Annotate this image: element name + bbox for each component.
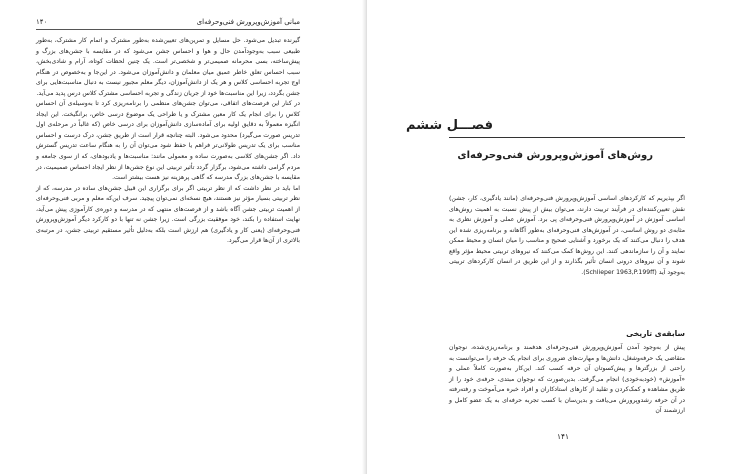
- running-title: مبانی آموزش‌وپرورش فنی‌وحرفه‌ای: [196, 18, 300, 26]
- intro-paragraph: اگر بپذیریم که کارکردهای اساسی آموزش‌وپرورش فنی‌وحرفه‌ای (مانند یادگیری، کار، جشن) نقش تعیین‌کننده‌ای در فرآیند تربیت دارند، می‌توان بیش از پیش نسبت به اهمیت روش‌های اساسی آموزش در آموزش‌وپرورش فنی‌وحرفه‌ای پی برد. آموزش عملی و آموزش نظری به مثابه‌ی دو روش اساسی، در آموزش‌های فنی‌وحرفه‌ای به‌طور آگاهانه و برنامه‌ریزی شده این هدف را دنبال می‌کنند که یک برخورد و آشنایی صحیح و مناسب را میان انسان و محیط ممکن نمایند و آن را سازماندهی کنند. این روش‌ها کمک می‌کنند که نیروهای تربیتی محیط مؤثر واقع شوند و آن نیروهای درونی انسان تأثیر بگذارند و از این طریق در انسان کارکردهای تربیتی به‌وجود آید (Schlieper 1963,P.199ff).: [449, 195, 685, 276]
- chapter-label: فصـــل ششم: [406, 118, 493, 133]
- right-page: [367, 0, 733, 474]
- left-body-text: [36, 36, 300, 247]
- section-body: [449, 343, 685, 417]
- left-paragraph: گیرنده تبدیل می‌شود. حل مسایل و تمرین‌های تعیین‌شده به‌طور مشترک و اتمام کار مشترک، به‌طور طبیعی سبب به‌وجودآمدن حال و هوا و احساس جشن می‌شود که در مقایسه با جشن‌های بزرگ و پیش‌ساخته، بسی محرمانه صمیمی‌تر و شخصی‌تر است. یک چنین لحظات کوتاه، آرام و شادی‌بخش، سبب احساس تعلق خاطر عمیق میان معلمان و دانش‌آموزان می‌شود. در این‌جا و به‌خصوص در هنگام اوج تجربه احساسی کلاس و هر یک از دانش‌آموزان، دیگر معلم مجبور نیست به دنبال مناسبت‌هایی برای جشن بگردد، زیرا این مناسبت‌ها خود از جریان زندگی و تجربه احساسی مشترک کلاس درس پدید می‌آید.: [36, 37, 300, 97]
- page-number-right: ۱۴۱: [557, 432, 570, 441]
- chapter-title: روش‌های آموزش‌وپرورش فنی‌وحرفه‌ای: [457, 150, 653, 161]
- chapter-intro: [449, 194, 685, 278]
- left-paragraph: اما باید در نظر داشت که از نظر تربیتی اگر برای برگزاری این قبیل جشن‌های ساده در مدرسه، که از نظر تربیتی بسیار مؤثر نیز هستند، هیچ نسخه‌ای نمی‌توان پیچید. سرف این‌که معلم و مربی فنی‌وحرفه‌ای از اهمیت تربیتی جشن آگاه باشد و از فرصت‌های منتهی که در مدرسه و دوره‌ی کارآموزی پیش می‌آید، نهایت استفاده را بکند، خود موفقیت بزرگی است. زیرا جشن نه تنها با دو کارکرد دیگر آموزش‌وپرورش فنی‌وحرفه‌ای (یعنی کار و یادگیری) هم ارزش است بلکه به‌دلیل تأثیر مستقیم تربیتی جشن، در مرتبه‌ی بالاتری از آن‌ها قرار می‌گیرد.: [36, 184, 300, 245]
- page-number-left: ۱۴۰: [36, 18, 48, 26]
- section-paragraph: پیش از به‌وجود آمدن آموزش‌وپرورش فنی‌وحرفه‌ای هدفمند و برنامه‌ریزی‌شده، نوجوان متقاضی یک حرفه‌وشغل، دانش‌ها و مهارت‌های ضروری برای انجام یک حرفه را می‌توانست به راحتی از بزرگترها و پیش‌کسوتان آن حرفه کسب کند. این‌کار به‌صورت کاملاً عملی و «آموزش» (خودبه‌خودی) انجام می‌گرفت. بدین‌صورت که نوجوان مبتدی، حرفه‌ی خود را از طریق مشاهده و کمک‌کردن و تقلید از کارهای استادکاران و افراد خبره می‌آموخت و رفته‌رفته در آن حرفه رشدوپرورش می‌یافت و بدین‌سان با کسب تجربه حرفه‌ای به یک عضو کامل و ارزشمند آن: [449, 344, 685, 415]
- header-rule: [36, 29, 300, 30]
- running-header: [36, 16, 300, 28]
- section-heading: سابقه‌ی تاریخی: [626, 329, 685, 338]
- chapter-rule: [449, 137, 685, 138]
- left-paragraph: در کنار این فرصت‌های اتفاقی، می‌توان جشن‌های منظمی را برنامه‌ریزی کرد تا به‌وسیله‌ی آن احساس کلاس را برای انجام یک کار معین مشترک و یا طراحی یک موضوع درسی خاص، برانگیخت. این ایجاد انگیزه معمولاً به دقایق اولیه برای آماده‌سازی دانش‌آموزان برای درسی خاص (که غالباً در مرحله‌ی اول تدریس صورت می‌گیرد) محدود می‌شود. البته چنانچه قرار است از طریق جشن، درک درست و احساس مناسب برای یک تدریس طولانی‌تر فراهم یا حفظ شود می‌توان آن را به هنگام ساعت تدریس گسترش داد. اگر جشن‌های کلاسی به‌صورت ساده و معمولی مانند: مناسبت‌ها و یادبودهای، که از سوی جامعه و مردم گرامی داشته می‌شود، برگزار گردد تأثیر تربیتی این نوع جشن‌ها از نظر ایجاد احساس صمیمیت، در مقایسه با جشن‌های بزرگ مدرسه که گاهی پرهزینه نیز هست بیشتر است.: [36, 100, 300, 182]
